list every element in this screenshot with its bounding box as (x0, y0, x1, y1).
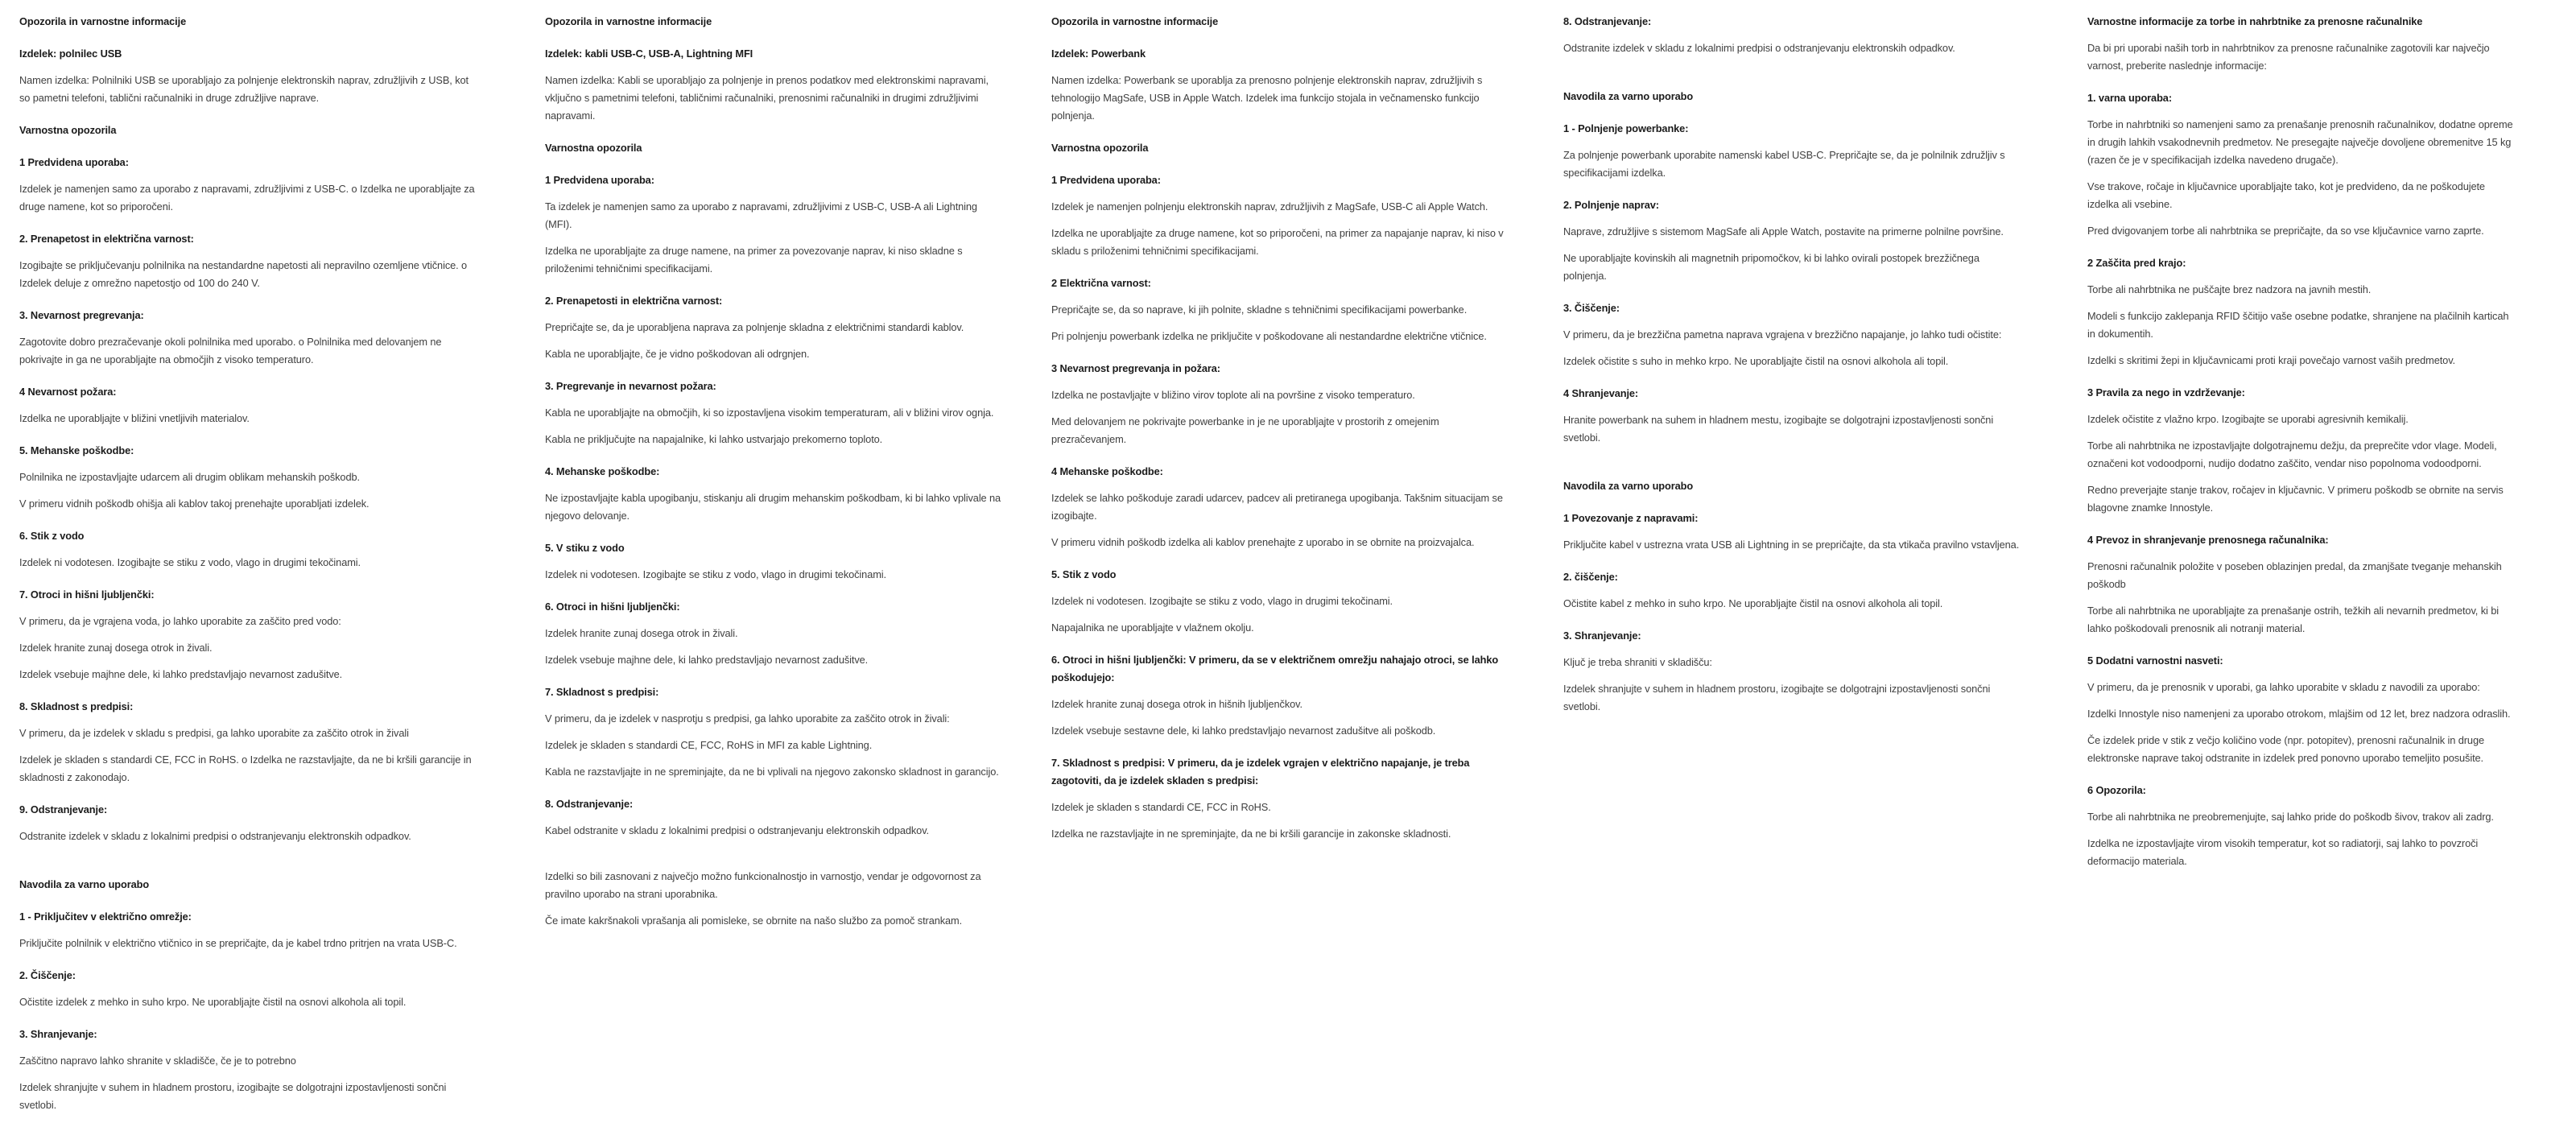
section-heading: Navodila za varno uporabo (1563, 90, 1694, 102)
paragraph: Redno preverjajte stanje trakov, ročajev in ključavnic. V primeru poškodb se obrnite na servis blagovne znamke Innostyle. (2087, 484, 2504, 514)
paragraph: Izdelki so bili zasnovani z največjo možno funkcionalnostjo in varnostjo, vendar je odgovornost za pravilno uporabo na strani uporabnika. (545, 870, 981, 900)
section-heading: 3. Shranjevanje: (1563, 630, 1641, 642)
paragraph: Med delovanjem ne pokrivajte powerbanke in je ne uporabljajte v prostorih z omejenim prezračevanjem. (1051, 415, 1439, 445)
paragraph: Izdelka ne postavljajte v bližino virov toplote ali na površine z visoko temperaturo. (1051, 389, 1415, 401)
section-heading: 6. Otroci in hišni ljubljenčki: V primeru, da se v električnem omrežju nahajajo otroci, se lahko poškodujejo: (1051, 654, 1499, 683)
paragraph: Ne uporabljajte kovinskih ali magnetnih pripomočkov, ki bi lahko ovirali postopek brezžičnega polnjenja. (1563, 252, 1979, 282)
section-heading: 3 Pravila za nego in vzdrževanje: (2087, 386, 2245, 398)
section-heading: 7. Otroci in hišni ljubljenčki: (19, 588, 155, 601)
section-heading: 4 Mehanske poškodbe: (1051, 465, 1163, 477)
paragraph: Vse trakove, ročaje in ključavnice uporabljajte tako, kot je predvideno, da ne poškodujete izdelka ali vsebine. (2087, 180, 2485, 210)
paragraph: Izdelek ni vodotesen. Izogibajte se stiku z vodo, vlago in drugimi tekočinami. (19, 556, 361, 568)
paragraph: Izdelek vsebuje majhne dele, ki lahko predstavljajo nevarnost zadušitve. (19, 668, 343, 680)
section-heading: 3. Pregrevanje in nevarnost požara: (545, 380, 716, 392)
section-heading: 7. Skladnost s predpisi: (545, 686, 659, 698)
paragraph: V primeru, da je izdelek v skladu s predpisi, ga lahko uporabite za zaščito otrok in živali (19, 727, 409, 739)
column-powerbank-usage (1563, 13, 2024, 725)
paragraph: Priključite kabel v ustrezna vrata USB ali Lightning in se prepričajte, da sta vtikača pravilno vstavljena. (1563, 539, 2020, 551)
spacer (545, 848, 1005, 868)
section-heading: 8. Odstranjevanje: (545, 798, 634, 810)
paragraph: Izdelka ne izpostavljajte virom visokih temperatur, kot so radiatorji, saj lahko to povzroči deformacijo materiala. (2087, 837, 2479, 867)
paragraph: Torbe ali nahrbtnika ne preobremenjujte, saj lahko pride do poškodb šivov, trakov ali zadrg. (2087, 811, 2494, 823)
paragraph: Izdelka ne uporabljajte za druge namene, kot so priporočeni, na primer za napajanje naprav, ki niso v skladu s priloženimi tehničnimi specifikacijami. (1051, 227, 1504, 257)
section-heading: 6. Stik z vodo (19, 530, 85, 542)
paragraph: Kabla ne uporabljajte, če je vidno poškodovan ali odrgnjen. (545, 348, 810, 360)
paragraph: Torbe ali nahrbtnika ne puščajte brez nadzora na javnih mestih. (2087, 283, 2372, 295)
paragraph: Prepričajte se, da so naprave, ki jih polnite, skladne s tehničnimi specifikacijami powerbanke. (1051, 303, 1468, 316)
section-heading: Varnostne informacije za torbe in nahrbtnike za prenosne računalnike (2087, 15, 2423, 27)
section-heading: 1 Predvidena uporaba: (545, 174, 654, 186)
paragraph: Polnilnika ne izpostavljajte udarcem ali drugim oblikam mehanskih poškodb. (19, 471, 360, 483)
section-heading: 3 Nevarnost pregrevanja in požara: (1051, 362, 1220, 374)
paragraph: Kabla ne razstavljajte in ne spreminjajte, da ne bi vplivali na njegovo zakonsko skladnost in garancijo. (545, 766, 999, 778)
paragraph: Izdelek hranite zunaj dosega otrok in živali. (19, 642, 213, 654)
section-heading: 2. Polnjenje naprav: (1563, 199, 1659, 211)
section-heading: Varnostna opozorila (1051, 142, 1149, 154)
paragraph: V primeru, da je izdelek v nasprotju s predpisi, ga lahko uporabite za zaščito otrok in živali: (545, 712, 950, 725)
paragraph: Izdelka ne razstavljajte in ne spreminjajte, da ne bi kršili garancije in zakonske skladnosti. (1051, 828, 1451, 840)
paragraph: Kabla ne priključujte na napajalnike, ki lahko ustvarjajo prekomerno toploto. (545, 433, 883, 445)
paragraph: Izdelek shranjujte v suhem in hladnem prostoru, izogibajte se dolgotrajni izpostavljenosti sončni svetlobi. (1563, 683, 1991, 712)
paragraph: Izdelki Innostyle niso namenjeni za uporabo otrokom, mlajšim od 12 let, brez nadzora odraslih. (2087, 708, 2511, 720)
section-heading: 3. Shranjevanje: (19, 1028, 97, 1040)
section-heading: 8. Odstranjevanje: (1563, 15, 1652, 27)
paragraph: Namen izdelka: Powerbank se uporablja za prenosno polnjenje elektronskih naprav, združljivih s tehnologijo MagSafe, USB in Apple Watch. Izdelek ima funkcijo stojala in večnamensko funkcijo polnjenja. (1051, 74, 1483, 122)
column-laptop-bags (2087, 13, 2514, 879)
section-heading: 4 Nevarnost požara: (19, 386, 117, 398)
paragraph: Prenosni računalnik položite v poseben oblazinjen predal, da zmanjšate tveganje mehanskih poškodb (2087, 560, 2502, 590)
paragraph: Izdelek očistite z vlažno krpo. Izogibajte se uporabi agresivnih kemikalij. (2087, 413, 2409, 425)
paragraph: Za polnjenje powerbank uporabite namenski kabel USB-C. Prepričajte se, da je polnilnik združljiv s specifikacijami izdelka. (1563, 149, 2005, 179)
section-heading: Varnostna opozorila (545, 142, 642, 154)
paragraph: V primeru vidnih poškodb ohišja ali kablov takoj prenehajte uporabljati izdelek. (19, 498, 369, 510)
paragraph: Pred dvigovanjem torbe ali nahrbtnika se prepričajte, da so vse ključavnice varno zaprte. (2087, 225, 2484, 237)
paragraph: Namen izdelka: Polnilniki USB se uporabljajo za polnjenje elektronskih naprav, združljivih z USB, kot so pametni telefoni, tablični računalniki in druge združljive naprave. (19, 74, 469, 104)
paragraph: Torbe ali nahrbtnika ne izpostavljajte dolgotrajnemu dežju, da preprečite vdor vlage. Modeli, označeni kot vodoodporni, nudijo dodatno zaščito, vendar niso popolnoma vodoodporni. (2087, 440, 2497, 469)
paragraph: Izdelek je skladen s standardi CE, FCC in RoHS. (1051, 801, 1271, 813)
paragraph: Če imate kakršnakoli vprašanja ali pomisleke, se obrnite na našo službo za pomoč strankam. (545, 915, 963, 927)
section-heading: 4. Mehanske poškodbe: (545, 465, 660, 477)
section-heading: 5. V stiku z vodo (545, 542, 625, 554)
paragraph: Modeli s funkcijo zaklepanja RFID ščitijo vaše osebne podatke, shranjene na plačilnih karticah in dokumentih. (2087, 310, 2509, 340)
section-heading: 2. čiščenje: (1563, 571, 1618, 583)
paragraph: Očistite izdelek z mehko in suho krpo. Ne uporabljajte čistil na osnovi alkohola ali topil. (19, 996, 407, 1008)
section-heading: 1 Povezovanje z napravami: (1563, 512, 1699, 524)
paragraph: Odstranite izdelek v skladu z lokalnimi predpisi o odstranjevanju elektronskih odpadkov. (1563, 42, 1955, 54)
paragraph: Prepričajte se, da je uporabljena naprava za polnjenje skladna z električnimi standardi kablov. (545, 321, 964, 333)
paragraph: Zagotovite dobro prezračevanje okoli polnilnika med uporabo. o Polnilnika med delovanjem ne pokrivajte in ga ne uporabljajte na območjih z visoko temperaturo. (19, 336, 442, 365)
paragraph: Izdelek vsebuje sestavne dele, ki lahko predstavljajo nevarnost zadušitve ali poškodb. (1051, 725, 1436, 737)
section-heading: 6. Otroci in hišni ljubljenčki: (545, 601, 680, 613)
section-heading: 5. Stik z vodo (1051, 568, 1117, 580)
paragraph: Torbe ali nahrbtnika ne uporabljajte za prenašanje ostrih, težkih ali nevarnih predmetov, ki bi lahko poškodovali prenosnik ali notranji material. (2087, 605, 2499, 634)
section-heading: 2. Prenapetosti in električna varnost: (545, 295, 723, 307)
paragraph: Kabel odstranite v skladu z lokalnimi predpisi o odstranjevanju elektronskih odpadkov. (545, 824, 930, 836)
section-heading: 5. Mehanske poškodbe: (19, 444, 134, 456)
paragraph: Namen izdelka: Kabli se uporabljajo za polnjenje in prenos podatkov med elektronskimi napravami, vključno s pametnimi telefoni, tabličnimi računalniki, prenosnimi računalniki in drugimi združljivimi napravami. (545, 74, 989, 122)
section-heading: Opozorila in varnostne informacije (19, 15, 187, 27)
paragraph: Izdelek je namenjen samo za uporabo z napravami, združljivimi z USB-C. o Izdelka ne uporabljajte za druge namene, kot so priporočeni. (19, 183, 475, 213)
column-powerbank (1051, 13, 1512, 852)
paragraph: Priključite polnilnik v električno vtičnico in se prepričajte, da je kabel trdno pritrjen na vrata USB-C. (19, 937, 457, 949)
paragraph: Če izdelek pride v stik z večjo količino vode (npr. potopitev), prenosni računalnik in druge elektronske naprave takoj odstranite in izdelek pred ponovno uporabo temeljito posušite. (2087, 734, 2484, 764)
paragraph: Izdelek shranjujte v suhem in hladnem prostoru, izogibajte se dolgotrajni izpostavljenosti sončni svetlobi. (19, 1081, 447, 1111)
section-heading: 1 Predvidena uporaba: (1051, 174, 1161, 186)
paragraph: Kabla ne uporabljajte na območjih, ki so izpostavljena visokim temperaturam, ali v bližini virov ognja. (545, 407, 994, 419)
paragraph: Izdelki s skritimi žepi in ključavnicami proti kraji povečajo varnost vaših predmetov. (2087, 354, 2455, 366)
paragraph: Izdelek se lahko poškoduje zaradi udarcev, padcev ali pretiranega upogibanja. Takšnim situacijam se izogibajte. (1051, 492, 1503, 522)
section-heading: Izdelek: kabli USB-C, USB-A, Lightning MFI (545, 47, 753, 60)
paragraph: Izdelka ne uporabljajte za druge namene, na primer za povezovanje naprav, ki niso skladne s priloženimi tehničnimi specifikacijami. (545, 245, 963, 275)
paragraph: Izdelek je namenjen polnjenju elektronskih naprav, združljivih z MagSafe, USB-C ali Apple Watch. (1051, 200, 1488, 213)
section-heading: Opozorila in varnostne informacije (1051, 15, 1219, 27)
section-heading: Navodila za varno uporabo (1563, 480, 1694, 492)
paragraph: Pri polnjenju powerbank izdelka ne priključite v poškodovane ali nestandardne električne vtičnice. (1051, 330, 1487, 342)
paragraph: Izdelek je skladen s standardi CE, FCC in RoHS. o Izdelka ne razstavljajte, da ne bi kršili garancije in skladnosti z zakonodajo. (19, 753, 472, 783)
paragraph: Napajalnika ne uporabljajte v vlažnem okolju. (1051, 621, 1254, 634)
section-heading: 3. Nevarnost pregrevanja: (19, 309, 144, 321)
paragraph: Izdelka ne uporabljajte v bližini vnetljivih materialov. (19, 412, 250, 424)
paragraph: Ključ je treba shraniti v skladišču: (1563, 656, 1712, 668)
section-heading: 1 - Polnjenje powerbanke: (1563, 122, 1689, 134)
paragraph: Hranite powerbank na suhem in hladnem mestu, izogibajte se dolgotrajni izpostavljenosti sončni svetlobi. (1563, 414, 1994, 444)
paragraph: Da bi pri uporabi naših torb in nahrbtnikov za prenosne računalnike zagotovili kar največjo varnost, preberite naslednje informacije: (2087, 42, 2490, 72)
paragraph: V primeru, da je vgrajena voda, jo lahko uporabite za zaščito pred vodo: (19, 615, 341, 627)
section-heading: Varnostna opozorila (19, 124, 117, 136)
section-heading: 6 Opozorila: (2087, 784, 2146, 796)
section-heading: 2. Prenapetost in električna varnost: (19, 233, 194, 245)
paragraph: Izdelek ni vodotesen. Izogibajte se stiku z vodo, vlago in drugimi tekočinami. (1051, 595, 1393, 607)
paragraph: Izdelek hranite zunaj dosega otrok in hišnih ljubljenčkov. (1051, 698, 1302, 710)
section-heading: 2 Zaščita pred krajo: (2087, 257, 2186, 269)
section-heading: 2. Čiščenje: (19, 969, 76, 981)
column-usb-charger (19, 13, 480, 1123)
section-heading: Izdelek: Powerbank (1051, 47, 1146, 60)
section-heading: 4 Prevoz in shranjevanje prenosnega računalnika: (2087, 534, 2329, 546)
paragraph: Zaščitno napravo lahko shranite v skladišče, če je to potrebno (19, 1055, 296, 1067)
section-heading: 1 - Priključitev v električno omrežje: (19, 910, 192, 923)
paragraph: Izdelek ni vodotesen. Izogibajte se stiku z vodo, vlago in drugimi tekočinami. (545, 568, 886, 580)
paragraph: Odstranite izdelek v skladu z lokalnimi predpisi o odstranjevanju elektronskih odpadkov. (19, 830, 411, 842)
section-heading: 9. Odstranjevanje: (19, 803, 108, 815)
paragraph: Izdelek je skladen s standardi CE, FCC, RoHS in MFI za kable Lightning. (545, 739, 873, 751)
section-heading: 1. varna uporaba: (2087, 92, 2172, 104)
section-heading: 8. Skladnost s predpisi: (19, 700, 134, 712)
paragraph: V primeru, da je brezžična pametna naprava vgrajena v brezžično napajanje, jo lahko tudi očistite: (1563, 328, 2002, 341)
column-cables (545, 13, 1005, 939)
section-heading: Izdelek: polnilec USB (19, 47, 122, 60)
section-heading: 3. Čiščenje: (1563, 302, 1620, 314)
section-heading: 5 Dodatni varnostni nasveti: (2087, 654, 2223, 667)
paragraph: Izdelek vsebuje majhne dele, ki lahko predstavljajo nevarnost zadušitve. (545, 654, 869, 666)
paragraph: Izdelek hranite zunaj dosega otrok in živali. (545, 627, 738, 639)
section-heading: 2 Električna varnost: (1051, 277, 1151, 289)
section-heading: 4 Shranjevanje: (1563, 387, 1639, 399)
paragraph: Očistite kabel z mehko in suho krpo. Ne uporabljajte čistil na osnovi alkohola ali topil. (1563, 597, 1943, 609)
paragraph: Ne izpostavljajte kabla upogibanju, stiskanju ali drugim mehanskim poškodbam, ki bi lahko vplivale na njegovo delovanje. (545, 492, 1001, 522)
paragraph: Ta izdelek je namenjen samo za uporabo z napravami, združljivimi z USB-C, USB-A ali Lightning (MFI). (545, 200, 977, 230)
paragraph: Naprave, združljive s sistemom MagSafe ali Apple Watch, postavite na primerne polnilne površine. (1563, 225, 2004, 237)
paragraph: V primeru vidnih poškodb izdelka ali kablov prenehajte z uporabo in se obrnite na proizvajalca. (1051, 536, 1475, 548)
paragraph: Torbe in nahrbtniki so namenjeni samo za prenašanje prenosnih računalnikov, dodatne opreme in drugih lahkih vsakodnevnih predmetov. Ne presegajte največje dovoljene obremenitve 15 kg (razen če je v specifikacijah izdelka navedeno drugače). (2087, 118, 2513, 166)
paragraph: V primeru, da je prenosnik v uporabi, ga lahko uporabite v skladu z navodili za uporabo: (2087, 681, 2480, 693)
section-heading: Navodila za varno uporabo (19, 878, 150, 890)
section-heading: Opozorila in varnostne informacije (545, 15, 712, 27)
paragraph: Izdelek očistite s suho in mehko krpo. Ne uporabljajte čistil na osnovi alkohola ali topil. (1563, 355, 1949, 367)
section-heading: 1 Predvidena uporaba: (19, 156, 129, 168)
section-heading: 7. Skladnost s predpisi: V primeru, da je izdelek vgrajen v električno napajanje, je treba zagotoviti, da je izdelek skladen s predpisi: (1051, 757, 1470, 787)
paragraph: Izogibajte se priključevanju polnilnika na nestandardne napetosti ali nepravilno ozemljene vtičnice. o Izdelek deluje z omrežno napetostjo od 100 do 240 V. (19, 259, 468, 289)
